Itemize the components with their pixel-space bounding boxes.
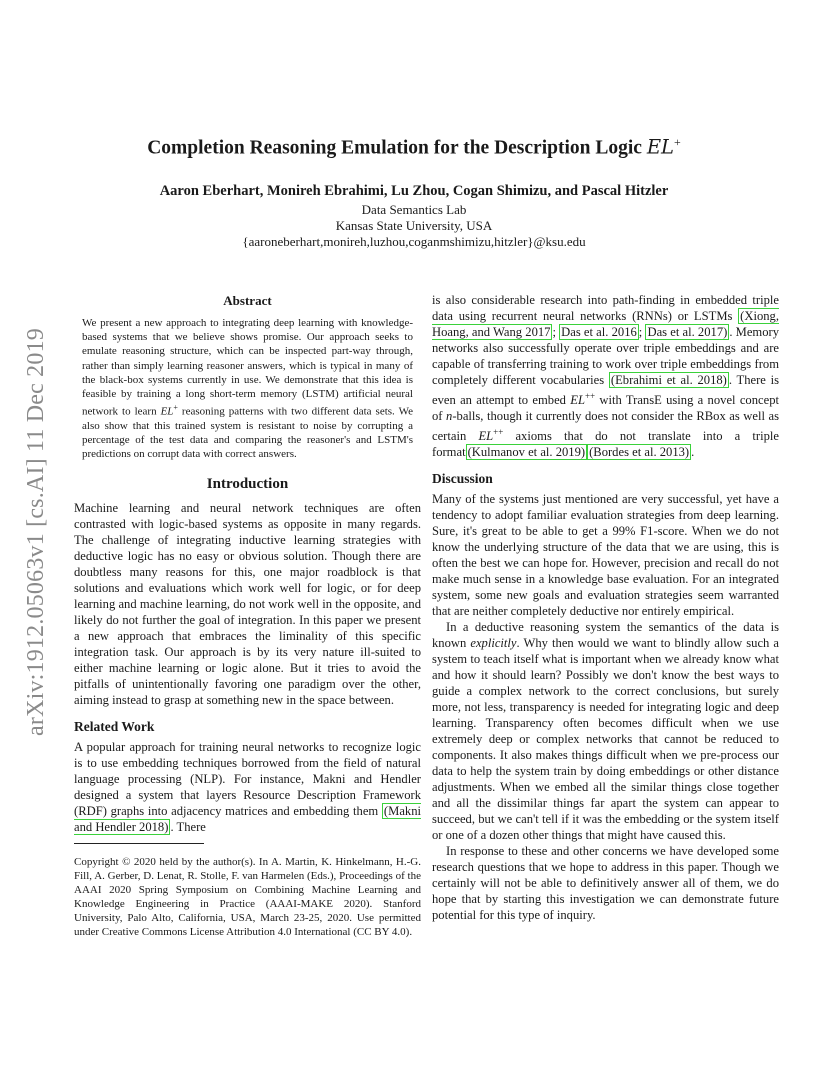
- citation-bordes-2013[interactable]: (Bordes et al. 2013): [589, 445, 690, 460]
- citation-ebrahimi-2018[interactable]: (Ebrahimi et al. 2018): [610, 373, 727, 387]
- related-continued-part-6: axioms that do not translate into a triple format: [432, 429, 780, 460]
- copyright-footnote: [74, 855, 421, 939]
- citation-separator: ;: [638, 325, 646, 339]
- citation-das-2017[interactable]: Das et al. 2017): [647, 325, 728, 339]
- affiliation-university: Kansas State University, USA: [335, 218, 493, 233]
- related-work-text: [74, 739, 421, 835]
- logic-superscript: ++: [493, 427, 504, 438]
- related-work-text-body: A popular approach for training neural networks to recognize logic is to use embedding techniques borrowed from the field of natural language processing (NLP). For instance, Makni and Hendler designed a system that layers Resource Description Framework (RDF) graphs into adjacency matrices and embedding them: [74, 739, 421, 818]
- footnote-text-part-1: Copyright: [74, 855, 123, 868]
- right-column: [432, 292, 779, 923]
- related-continued-part-3: . There is even an attempt to embed: [432, 373, 779, 408]
- citation-makni-hendler-2018[interactable]: (Makni and Hendler 2018): [74, 803, 421, 834]
- abstract-text-part-1: We present a new approach to integrating deep learning with knowledge-based systems that we believe shows promise. Our approach seeks to emulate reasoning structure, which can be inspected part-way through, rather than simply learning reasoner answers, which is typical in many of the black-box systems currently in use. We demonstrate that this idea is feasible by training a long short-term memory (LSTM) artificial neural network to learn: [82, 317, 413, 418]
- abstract-logic-symbol: EL: [160, 405, 174, 418]
- related-work-heading: Related Work: [74, 718, 155, 734]
- citation-xiong-2017[interactable]: (Xiong, Hoang, and Wang 2017: [432, 309, 779, 339]
- author-emails: {aaroneberhart,monireh,luzhou,coganmshimizu,hitzler}@ksu.edu: [242, 234, 586, 249]
- discussion-p2-part-1: In a deductive reasoning system the semantics of the data is known: [432, 620, 779, 651]
- related-continued-part-7: .: [691, 445, 695, 460]
- discussion-p2-emphasis: explicitly: [470, 636, 517, 651]
- discussion-paragraph-3: In response to these and other concerns we have developed some research questions that we hope to address in this paper. Though we certainly will not be able to definitively answer all of them, we do hope that by starting this investigation we can demonstrate future potential for this type of inquiry.: [432, 844, 779, 923]
- discussion-p2-part-2: . Why then would we want to blindly allow such a system to teach itself what is important when we already know what and how it should learn? Possibly we don't know the best ways to guide a complex network to the correct conclusions, but surely more, not less, transparency is needed for integrating logic and deep learning. Transparency often becomes difficult when we use extremely deep or complex networks that cannot be reduced to components. It also makes things difficult when we pre-process our data to help the system train by doing embeddings or other distance adjustments. When we embed all the similar things close together and all the dissimilar things far apart the system can appear to succeed, but we can't tell if it was the embedding or the system itself or one of a dozen other things that might have caused this.: [432, 636, 779, 843]
- affiliation-lab: Data Semantics Lab: [361, 202, 467, 217]
- footnote-text-part-2: 2020 held by the author(s). In A. Martin, K. Hinkelmann, H.-G. Fill, A. Gerber, D. Lenat, R. Stolle, F. van Harmelen (Eds.), Proceedings of the AAAI 2020 Spring Symposium on Combining Machine Learning and Knowledge Engineering in Practice (AAAI-MAKE 2020). Stanford University, Palo Alto, California, USA, March 23-25, 2020. Use permitted under Creative Commons License Attribution 4.0 International (CC BY 4.0).: [74, 855, 421, 938]
- abstract-text: [82, 316, 413, 462]
- arxiv-identifier[interactable]: arXiv:1912.05063v1 [cs.AI] 11 Dec 2019: [23, 328, 49, 736]
- related-continued-part-5: -balls, though it currently does not consider the RBox as well as certain: [432, 409, 780, 444]
- paper-title: [60, 128, 768, 163]
- related-continued-part-4: with TransE using a novel concept of: [432, 393, 779, 424]
- title-text: Completion Reasoning Emulation for the Description Logic: [147, 137, 647, 159]
- citation-das-2016[interactable]: Das et al. 2016: [561, 325, 637, 339]
- discussion-paragraph-2: [432, 619, 779, 843]
- logic-symbol: EL: [570, 393, 585, 408]
- title-logic-superscript: +: [674, 135, 681, 149]
- introduction-text: Machine learning and neural network techniques are often contrasted with logic-based systems as opposite in many regards. The challenge of integrating inductive learning strategies with deductive logic has no easy or obvious solution. Though there are doubtless many reasons for this, one major roadblock is that solutions and evaluations which work well for logic, or for deep learning and machine learning, do not work well in the opposite, and likely do not further the goal of integration. In this paper we present a new approach that embraces the liminality of this specific integration task. Our approach is by its very nature ill-suited to either machine learning or logic alone. But it tries to avoid the pitfalls of unintentionally favoring one paradigm over the other, aiming instead to grasp at something new in the space between.: [74, 500, 421, 707]
- introduction-heading: Introduction: [206, 475, 289, 492]
- discussion-heading: Discussion: [432, 471, 493, 487]
- related-work-text-end: . There: [170, 819, 206, 834]
- citation-separator: ;: [552, 325, 560, 339]
- related-continued-part-1: is also considerable research into path-finding in embedded triple data using recurrent neural networks (RNNs) or LSTMs: [432, 293, 779, 323]
- citation-kulmanov-2019[interactable]: (Kulmanov et al. 2019): [467, 445, 586, 460]
- title-logic-symbol: EL: [646, 135, 674, 159]
- abstract-heading: Abstract: [223, 293, 272, 308]
- abstract-text-part-2: reasoning patterns with two different data sets. We also show that this trained system is resistant to noise by corrupting a percentage of the test data and comparing the reasoner's and LSTM's predictions on corrupt data with correct answers.: [82, 405, 413, 461]
- related-continued-part-2: . Memory networks also successfully operate over triple embeddings and are capable of transferring training to work over triple embeddings from completely different vocabularies: [432, 325, 780, 387]
- discussion-paragraph-1: Many of the systems just mentioned are very successful, yet have a tendency to adopt familiar evaluation strategies from deep learning. Sure, it's great to be able to get a 99% F1-score. When we do not know the underlying structure of the data that we are using, this is often the best we can hope for. However, precision and recall do not make much sense in a knowledge base evaluation. For an integrated system, some new goals and evaluation strategies seem warranted that are neither completely deductive nor entirely empirical.: [432, 492, 779, 619]
- left-column: [74, 292, 421, 950]
- footnote-divider: [74, 843, 204, 844]
- logic-superscript: ++: [584, 391, 596, 401]
- related-work-continued: [432, 292, 779, 460]
- copyright-icon: ©: [122, 855, 131, 868]
- logic-symbol: EL: [478, 429, 494, 444]
- n-variable: n: [446, 409, 453, 424]
- author-list: Aaron Eberhart, Monireh Ebrahimi, Lu Zhou, Cogan Shimizu, and Pascal Hitzler: [159, 183, 669, 199]
- abstract-logic-superscript: +: [173, 403, 178, 413]
